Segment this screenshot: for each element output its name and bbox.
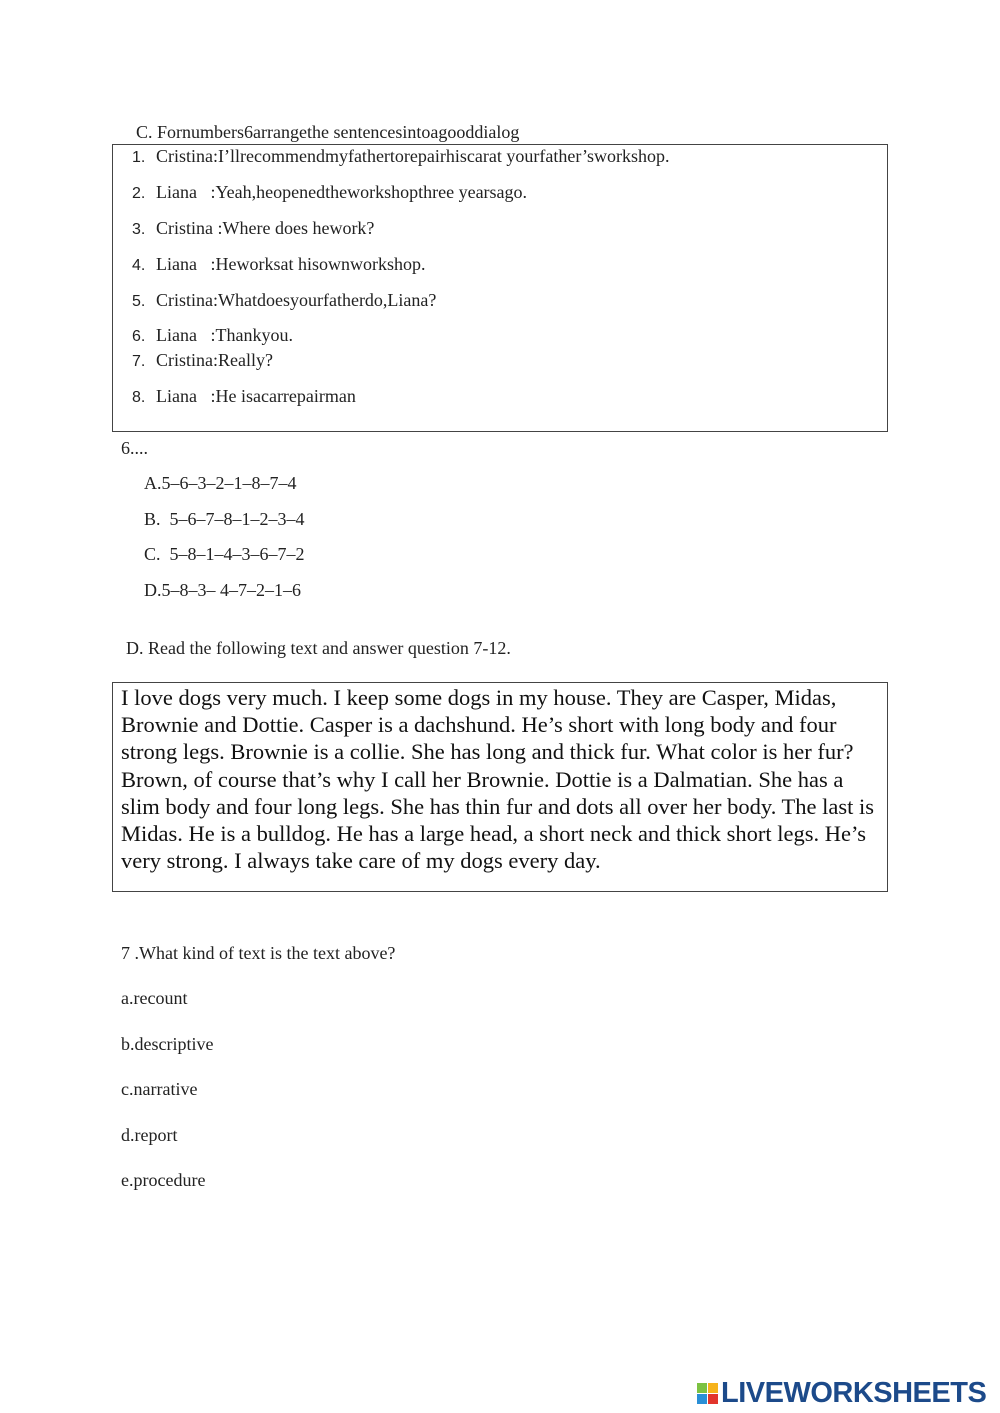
line-number: 2. [132, 185, 146, 202]
dialog-line [132, 350, 273, 371]
answer-option[interactable]: b.descriptive [121, 1033, 214, 1054]
line-text: Liana :Thankyou. [156, 325, 293, 345]
line-number: 5. [132, 293, 146, 310]
section-d-title: D. Read the following text and answer question 7-12. [126, 638, 511, 658]
line-number: 6. [132, 328, 146, 345]
passage-text: I love dogs very much. I keep some dogs in my house. They are Casper, Midas, Brownie and Dottie. Casper is a dachshund. He’s short with long body and four strong legs. Brownie is a collie. She has long and thick fur. What color is her fur? Brown, of course that’s why I call her Brownie. Dottie is a Dalmatian. She has a slim body and four long legs. She has thin fur and dots all over her body. The last is Midas. He is a bulldog. He has a large head, a short neck and thick short legs. He’s very strong. I always take care of my dogs every day. [121, 685, 875, 874]
line-text: Liana :He isacarrepairman [156, 386, 356, 406]
question-7: 7 .What kind of text is the text above? [121, 943, 396, 963]
line-text: Cristina:Whatdoesyourfatherdo,Liana? [156, 290, 437, 310]
dialog-line [132, 254, 425, 275]
answer-option[interactable]: B. 5–6–7–8–1–2–3–4 [144, 508, 305, 529]
dialog-line [132, 325, 293, 346]
answer-option[interactable]: A.5–6–3–2–1–8–7–4 [144, 473, 297, 493]
line-text: Cristina:I’llrecommendmyfathertorepairhiscarat yourfather’sworkshop. [156, 146, 670, 166]
section-c-title: C. Fornumbers6arrangethe sentencesintoagooddialog [136, 122, 520, 142]
logo-cubes-icon [697, 1383, 718, 1404]
answer-option[interactable]: d.report [121, 1124, 178, 1145]
line-number: 1. [132, 149, 146, 166]
logo-text: LIVEWORKSHEETS [721, 1377, 987, 1409]
line-number: 8. [132, 389, 146, 406]
answer-option[interactable]: e.procedure [121, 1170, 206, 1190]
answer-option[interactable]: C. 5–8–1–4–3–6–7–2 [144, 544, 305, 564]
dialog-line [132, 386, 356, 407]
answer-option[interactable]: D.5–8–3– 4–7–2–1–6 [144, 579, 301, 600]
line-number: 4. [132, 257, 146, 274]
dialog-line [132, 146, 670, 167]
line-number: 7. [132, 353, 146, 370]
dialog-line [132, 218, 374, 239]
answer-option[interactable]: a.recount [121, 988, 188, 1008]
dialog-line [132, 182, 527, 203]
answer-option[interactable]: c.narrative [121, 1079, 198, 1099]
question-6: 6.... [121, 438, 148, 458]
line-text: Cristina:Really? [156, 350, 273, 370]
line-text: Liana :Heworksat hisownworkshop. [156, 254, 426, 274]
dialog-line [132, 290, 436, 311]
liveworksheets-logo [697, 1377, 986, 1410]
line-number: 3. [132, 221, 146, 238]
line-text: Liana :Yeah,heopenedtheworkshopthree yearsago. [156, 182, 528, 202]
line-text: Cristina :Where does hework? [156, 218, 375, 238]
